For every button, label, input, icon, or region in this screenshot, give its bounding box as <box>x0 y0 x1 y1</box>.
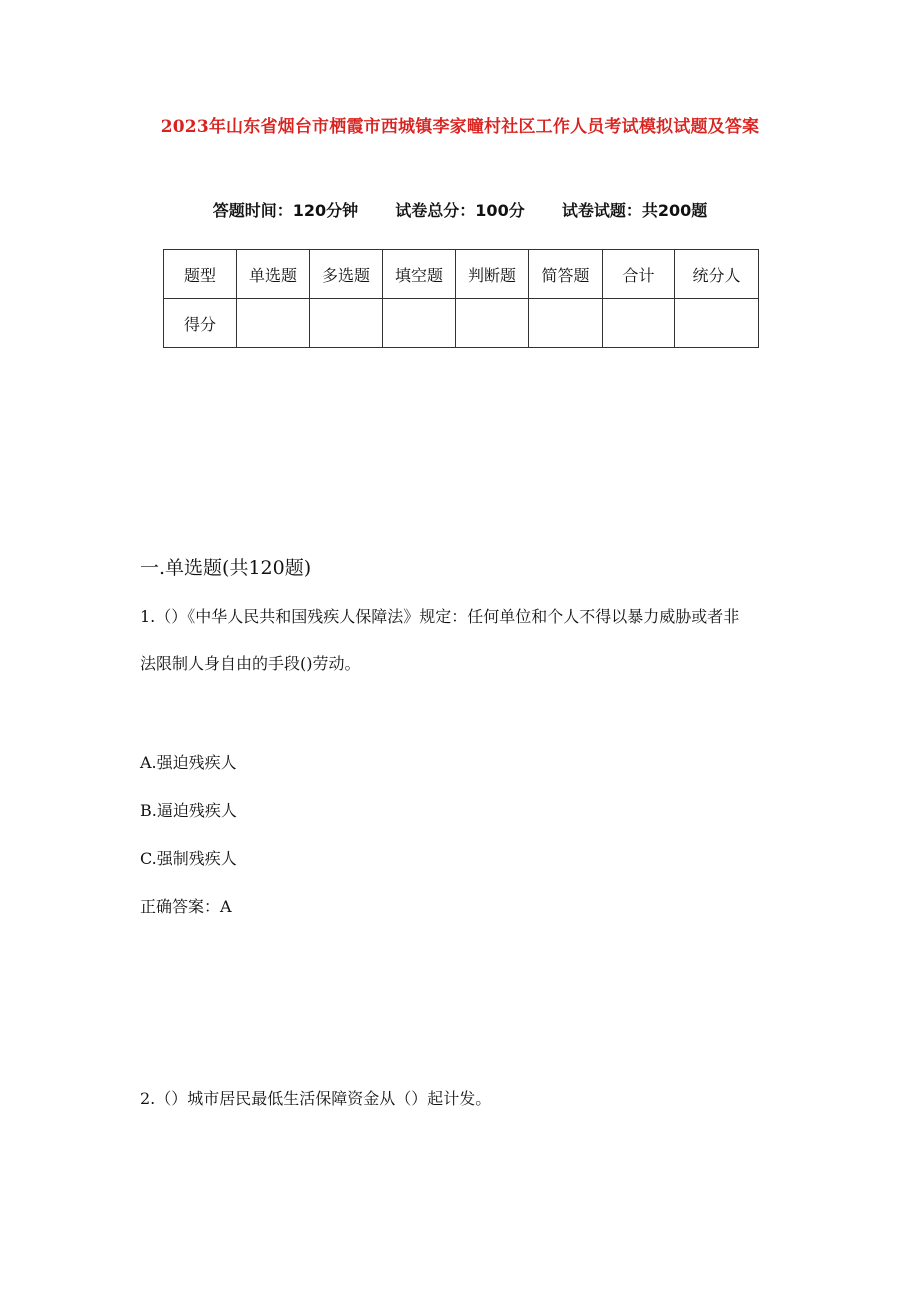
score-cell-empty <box>675 299 759 348</box>
exam-total-score: 试卷总分：100分 <box>395 201 525 220</box>
exam-meta <box>0 198 920 221</box>
score-cell-empty <box>383 299 456 348</box>
score-table <box>163 249 759 348</box>
question-1-text-line-2: 法限制人身自由的手段()劳动。 <box>140 654 361 673</box>
score-table-header-row <box>164 250 759 299</box>
section-heading: 一.单选题(共120题) <box>140 557 312 579</box>
question-1-text-line-1: 1.（）《中华人民共和国残疾人保障法》规定：任何单位和个人不得以暴力威胁或者非 <box>140 607 740 626</box>
score-cell-empty <box>456 299 529 348</box>
question-1-option-b: B.逼迫残疾人 <box>140 801 237 820</box>
score-table-score-row <box>164 299 759 348</box>
score-header-cell: 填空题 <box>383 250 456 299</box>
question-2-text: 2.（）城市居民最低生活保障资金从（）起计发。 <box>140 1089 492 1108</box>
question-1-option-c: C.强制残疾人 <box>140 849 237 868</box>
score-row-label: 得分 <box>164 299 237 348</box>
question-1-answer: 正确答案：A <box>140 897 232 916</box>
score-header-cell: 统分人 <box>675 250 759 299</box>
document-title: 2023年山东省烟台市栖霞市西城镇李家疃村社区工作人员考试模拟试题及答案 <box>160 117 760 137</box>
score-header-cell: 题型 <box>164 250 237 299</box>
score-header-cell: 判断题 <box>456 250 529 299</box>
score-header-cell: 多选题 <box>310 250 383 299</box>
score-cell-empty <box>603 299 675 348</box>
score-header-cell: 简答题 <box>529 250 603 299</box>
score-header-cell: 合计 <box>603 250 675 299</box>
question-1-option-a: A.强迫残疾人 <box>140 753 237 772</box>
exam-time: 答题时间：120分钟 <box>212 201 359 220</box>
score-cell-empty <box>529 299 603 348</box>
score-cell-empty <box>237 299 310 348</box>
score-header-cell: 单选题 <box>237 250 310 299</box>
score-cell-empty <box>310 299 383 348</box>
exam-question-count: 试卷试题：共200题 <box>561 201 708 220</box>
